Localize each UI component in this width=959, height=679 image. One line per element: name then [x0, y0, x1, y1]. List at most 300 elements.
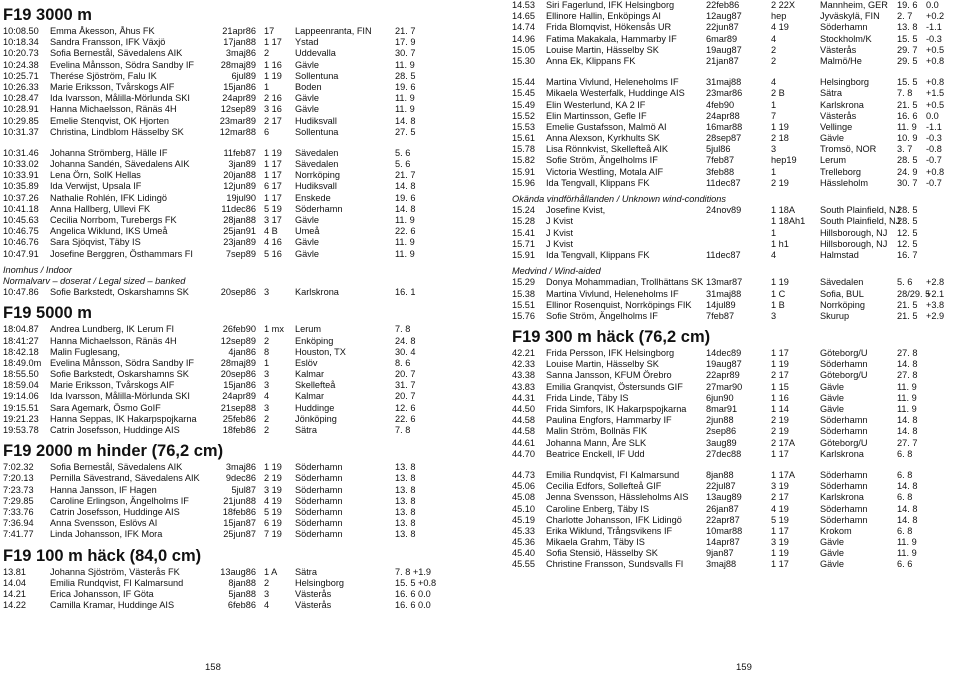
placing: 3	[264, 380, 270, 391]
result-time: 15.05	[512, 44, 535, 55]
birth-date: 27mar90	[706, 381, 743, 392]
birth-date: 24apr89	[222, 93, 256, 104]
event-date: 12. 6	[395, 402, 416, 413]
athlete-club: Hanna Michaelsson, Ränäs 4H	[50, 104, 177, 115]
result-row	[512, 526, 952, 537]
athlete-club: Louise Martin, Hässelby SK	[546, 44, 659, 55]
athlete-club: Josefine Berggren, Östhammars FI	[50, 248, 193, 259]
result-time: 15.82	[512, 155, 535, 166]
wind: -0.8	[926, 144, 942, 155]
venue: Trelleborg	[820, 166, 862, 177]
venue: Västerås	[820, 44, 857, 55]
placing: 1 17	[771, 559, 789, 570]
event-date: 5. 6	[395, 159, 411, 170]
placing: 1 17	[771, 348, 789, 359]
athlete-club: Sofie Barkstedt, Oskarshamns SK	[50, 287, 189, 298]
birth-date: 11dec87	[706, 249, 741, 260]
result-time: 45.36	[512, 537, 535, 548]
venue: Sofia, BUL	[820, 288, 864, 299]
event-date: 11. 9	[897, 404, 917, 414]
section-note: Okända vindförhållanden / Unknown wind-conditions	[512, 194, 726, 204]
athlete-club: Ida Tengvall, Klippans FK	[546, 177, 650, 188]
row-gap	[512, 67, 952, 77]
event-date: 11. 9	[395, 104, 415, 115]
birth-date: 25jan91	[223, 226, 256, 237]
result-row	[3, 48, 473, 59]
event-date: 6. 8	[897, 525, 913, 536]
athlete-club: J Kvist	[546, 216, 574, 227]
result-time: 43.83	[512, 381, 535, 392]
placing: 2	[264, 48, 270, 59]
birth-date: 23mar89	[219, 115, 256, 126]
birth-date: 26feb90	[222, 324, 256, 335]
result-time: 44.58	[512, 415, 535, 426]
event-date: 27. 8	[897, 370, 918, 381]
placing: 4	[771, 249, 777, 260]
venue: Jyväskylä, FIN	[820, 11, 880, 22]
placing: hep19	[771, 155, 797, 166]
event-date: 11. 9	[395, 93, 415, 104]
right-page-content	[512, 0, 952, 571]
placing: 1 18A	[771, 205, 796, 216]
event-date: 16. 6	[897, 110, 918, 121]
athlete-club: Catrin Josefsson, Huddinge AIS	[50, 425, 180, 435]
event-date: 22. 6	[395, 413, 416, 424]
birth-date: 22jun87	[706, 22, 739, 33]
athlete-club: Louise Martin, Hässelby SK	[546, 359, 659, 370]
result-row	[512, 144, 952, 155]
result-time: 18:55.50	[3, 369, 39, 380]
placing: 6	[264, 126, 270, 137]
event-date: 24. 9	[897, 166, 918, 177]
event-date: 29. 7	[897, 44, 918, 55]
result-row	[512, 393, 952, 404]
event-date: 15. 5 +0.8	[395, 577, 437, 588]
wind: -1.1	[926, 121, 942, 132]
venue: Mannheim, GER	[820, 0, 888, 10]
venue: Karlskrona	[295, 287, 339, 298]
athlete-club: Paulina Engfors, Hammarby IF	[546, 415, 672, 426]
birth-date: 12sep89	[220, 104, 256, 115]
placing: 4	[264, 600, 270, 611]
birth-date: 3feb88	[706, 166, 735, 177]
athlete-club: Frida Persson, IFK Helsingborg	[546, 348, 675, 359]
result-time: 15.76	[512, 310, 535, 321]
result-row	[3, 391, 473, 402]
venue: Söderhamn	[820, 503, 868, 514]
placing: 5 19	[771, 514, 789, 525]
birth-date: 27dec88	[706, 448, 742, 459]
result-row	[512, 45, 952, 56]
birth-date: 24nov89	[706, 205, 742, 216]
wind: -0.7	[926, 155, 942, 166]
result-time: 44.70	[512, 448, 535, 459]
placing: 1	[771, 99, 777, 110]
athlete-club: Charlotte Johansson, IFK Lidingö	[546, 514, 682, 525]
wind: +2.8	[926, 277, 945, 288]
placing: 2	[771, 55, 777, 66]
result-time: 45.08	[512, 492, 535, 503]
placing: 7 19	[264, 529, 282, 540]
placing: 4	[771, 77, 777, 88]
birth-date: 7sep89	[225, 248, 256, 259]
result-time: 15.24	[512, 205, 535, 216]
venue: Enskede	[295, 192, 331, 203]
athlete-club: Frida Linde, Täby IS	[546, 392, 629, 403]
result-time: 18:49.0m	[3, 357, 42, 368]
event-date: 11. 9	[395, 248, 415, 259]
placing: 1 17	[264, 170, 282, 181]
event-date: 17. 9	[395, 37, 416, 48]
result-time: 45.40	[512, 548, 535, 559]
result-time: 10:47.86	[3, 287, 39, 298]
result-time: 10:45.63	[3, 215, 39, 225]
event-date: 30. 7	[395, 48, 416, 59]
placing: 3	[264, 287, 270, 298]
athlete-club: Sofie Barkstedt, Oskarshamns SK	[50, 369, 189, 380]
venue: Tromsö, NOR	[820, 144, 877, 155]
placing: 1 18Ah1	[771, 216, 806, 227]
event-date: 3. 7	[897, 144, 913, 155]
athlete-club: Andrea Lundberg, IK Lerum FI	[50, 324, 175, 335]
athlete-club: J Kvist	[546, 238, 574, 249]
placing: 5 19	[264, 203, 282, 214]
result-row	[3, 324, 473, 335]
result-time: 10:41.18	[3, 203, 39, 214]
result-time: 13.81	[3, 566, 26, 577]
athlete-club: Ida Verwijst, Upsala IF	[50, 181, 142, 192]
event-date: 19. 6	[395, 192, 416, 203]
result-time: 45.55	[512, 559, 535, 570]
event-date: 15. 5	[897, 77, 918, 88]
event-date: 28. 5	[897, 205, 918, 216]
birth-date: 18feb86	[222, 506, 256, 517]
event-date: 11. 9	[395, 237, 415, 248]
athlete-club: Emelie Stenqvist, OK Hjorten	[50, 115, 169, 126]
result-row	[3, 369, 473, 380]
result-time: 10:20.73	[3, 48, 39, 59]
result-time: 15.61	[512, 133, 535, 144]
athlete-club: Sofia Stensiö, Hässelby SK	[546, 548, 658, 559]
venue: Söderhamn	[295, 462, 343, 473]
event-date: 7. 8	[897, 88, 913, 99]
event-date: 14. 8	[897, 514, 918, 525]
venue: Västerås	[295, 588, 332, 599]
venue: Västerås	[820, 110, 857, 121]
result-row	[512, 470, 952, 481]
birth-date: 28jan88	[223, 215, 256, 225]
result-time: 7:33.76	[3, 506, 34, 517]
result-time: 44.31	[512, 392, 535, 403]
result-time: 10:08.50	[3, 26, 39, 36]
venue: Karlskrona	[820, 492, 864, 503]
athlete-club: Camilla Kramar, Huddinge AIS	[50, 600, 175, 611]
athlete-club: Ellinore Hallin, Enköpings AI	[546, 11, 661, 22]
athlete-club: Sofia Bernestål, Sävedalens AIK	[50, 48, 183, 59]
birth-date: 31maj88	[706, 288, 742, 299]
wind: -0.7	[926, 177, 942, 188]
section-title: F19 3000 m	[3, 6, 92, 24]
result-row	[3, 148, 473, 159]
venue: Söderhamn	[820, 359, 868, 370]
venue: Halmstad	[820, 249, 859, 260]
result-row	[512, 515, 952, 526]
birth-date: 12sep89	[220, 335, 256, 346]
placing: 3 16	[264, 104, 282, 115]
athlete-club: Malin Ström, Bollnäs FIK	[546, 426, 648, 437]
birth-date: 20sep86	[220, 287, 256, 298]
result-time: 18:41:27	[3, 335, 39, 346]
athlete-club: Frida Simfors, IK Hakarpspojkarna	[546, 404, 687, 414]
placing: 1 17	[264, 37, 282, 48]
result-row	[512, 167, 952, 178]
result-row	[3, 26, 473, 37]
result-time: 10:31.46	[3, 147, 39, 158]
result-time: 15.29	[512, 277, 535, 288]
section-title: F19 100 m häck (84,0 cm)	[3, 546, 202, 565]
placing: 6 19	[264, 518, 282, 529]
athlete-club: Johanna Strömberg, Hälle IF	[50, 147, 168, 158]
result-row	[3, 215, 473, 226]
athlete-club: Beatrice Enckell, IF Udd	[546, 448, 645, 459]
result-time: 14.22	[3, 600, 26, 611]
placing: 1	[264, 357, 270, 368]
section-title: F19 2000 m hinder (76,2 cm)	[3, 442, 224, 461]
birth-date: 3maj86	[225, 462, 256, 473]
result-row	[512, 56, 952, 67]
result-time: 19:53.78	[3, 425, 39, 435]
left-page	[0, 0, 479, 679]
result-time: 44.50	[512, 404, 535, 414]
athlete-club: Ellinor Rosenquist, Norrköpings FIK	[546, 299, 692, 310]
placing: 2 17	[264, 115, 282, 126]
venue: Söderhamn	[295, 203, 343, 214]
venue: Gävle	[820, 548, 845, 559]
result-row	[512, 111, 952, 122]
venue: Lerum	[295, 324, 322, 335]
event-date: 13. 8	[395, 495, 416, 506]
event-date: 14. 8	[897, 503, 918, 514]
section-note: Normalvarv – doserat / Legal sized – banked	[3, 275, 186, 286]
birth-date: 5jul87	[231, 484, 256, 495]
venue: Skellefteå	[295, 380, 336, 391]
placing: hep	[771, 11, 787, 22]
birth-date: 15jan86	[223, 380, 256, 391]
result-time: 45.06	[512, 481, 535, 492]
result-row	[512, 559, 952, 570]
birth-date: 18feb86	[222, 425, 256, 435]
athlete-club: Sandra Fransson, IFK Växjö	[50, 37, 166, 48]
result-row	[512, 481, 952, 492]
birth-date: 10mar88	[706, 525, 743, 536]
event-date: 20. 7	[395, 369, 416, 380]
result-row	[512, 277, 952, 288]
venue: Gävle	[295, 104, 320, 115]
athlete-club: Siri Fagerlund, IFK Helsingborg	[546, 0, 675, 10]
result-time: 14.74	[512, 22, 535, 33]
venue: Sävedalen	[295, 147, 339, 158]
athlete-club: Malin Fuglesang,	[50, 346, 120, 357]
result-row	[512, 0, 952, 11]
result-time: 10:35.89	[3, 181, 39, 192]
birth-date: 23mar86	[706, 88, 743, 99]
section-title: F19 300 m häck (76,2 cm)	[512, 328, 711, 347]
placing: 2 17	[771, 492, 789, 503]
birth-date: 8jan88	[706, 469, 734, 480]
result-row	[3, 425, 473, 436]
result-time: 10:24.38	[3, 59, 39, 70]
event-date: 16. 6 0.0	[395, 588, 431, 599]
placing: 2	[264, 577, 270, 588]
birth-date: 13aug86	[220, 566, 256, 577]
result-row	[512, 122, 952, 133]
result-time: 10:31.37	[3, 126, 39, 137]
birth-date: 22apr87	[706, 514, 740, 525]
venue: Hudiksvall	[295, 115, 337, 126]
event-date: 12. 5	[897, 238, 918, 249]
venue: Enköping	[295, 335, 334, 346]
athlete-club: Anna Hallberg, Ullevi FK	[50, 203, 151, 214]
result-time: 45.33	[512, 525, 535, 536]
wind: +3.8	[926, 299, 945, 310]
result-row	[512, 504, 952, 515]
event-date: 29. 5	[897, 55, 918, 66]
venue: Göteborg/U	[820, 348, 868, 359]
athlete-club: Caroline Enberg, Täby IS	[546, 503, 649, 514]
result-time: 10:46.76	[3, 237, 39, 248]
event-date: 6. 8	[897, 469, 913, 480]
birth-date: 13mar87	[706, 277, 743, 288]
placing: 4 19	[264, 495, 282, 506]
result-time: 44.73	[512, 469, 535, 480]
venue: Söderhamn	[820, 415, 868, 426]
wind: +0.5	[926, 99, 945, 110]
placing: 2	[264, 425, 270, 435]
result-row	[3, 473, 473, 484]
birth-date: 25jun87	[223, 529, 256, 540]
event-date: 31. 7	[395, 380, 416, 391]
event-date: 13. 8	[395, 462, 416, 473]
result-row	[3, 496, 473, 507]
birth-date: 14apr87	[706, 537, 740, 548]
result-row	[3, 485, 473, 496]
event-date: 14. 8	[897, 426, 918, 437]
venue: Västerås	[295, 600, 332, 611]
wind: -1.1	[926, 22, 942, 33]
event-date: 21. 5	[897, 310, 918, 321]
birth-date: 24apr88	[706, 110, 740, 121]
venue: Ystad	[295, 37, 319, 48]
result-time: 7:36.94	[3, 518, 34, 529]
event-date: 28/29. 5	[897, 288, 931, 299]
result-time: 15.45	[512, 88, 535, 99]
placing: 2 17	[771, 370, 789, 381]
result-row	[512, 404, 952, 415]
birth-date: 28maj89	[220, 59, 256, 70]
athlete-club: Emilia Rundqvist, FI Kalmarsund	[546, 469, 680, 480]
placing: 1 19	[264, 70, 282, 81]
venue: Norrköping	[295, 170, 340, 181]
result-time: 18:04.87	[3, 324, 39, 335]
venue: Sävedalen	[820, 277, 864, 288]
venue: Umeå	[295, 226, 320, 237]
result-row	[3, 600, 473, 611]
athlete-club: Elin Martinsson, Gefle IF	[546, 110, 647, 121]
event-date: 14. 8	[897, 359, 918, 370]
placing: 1	[771, 166, 777, 177]
birth-date: 22jul87	[706, 481, 736, 492]
event-date: 24. 8	[395, 335, 416, 346]
event-date: 13. 8	[897, 22, 918, 33]
placing: 7	[771, 110, 777, 121]
event-date: 7. 8	[395, 324, 411, 335]
venue: Sollentuna	[295, 70, 339, 81]
event-date: 11. 9	[897, 381, 917, 392]
placing: 2 18	[771, 133, 789, 144]
venue: Gävle	[295, 248, 320, 259]
result-row	[512, 348, 952, 359]
placing: 1 17	[771, 525, 789, 536]
athlete-club: Sanna Jansson, KFUM Örebro	[546, 370, 672, 381]
result-time: 15.49	[512, 99, 535, 110]
result-row	[3, 93, 473, 104]
birth-date: 15jan87	[223, 518, 256, 529]
placing: 2 19	[771, 426, 789, 437]
athlete-club: Lena Örn, SolK Hellas	[50, 170, 141, 181]
result-time: 15.96	[512, 177, 535, 188]
birth-date: 6jun90	[706, 392, 734, 403]
birth-date: 19aug87	[706, 44, 742, 55]
athlete-club: Victoria Westling, Motala AIF	[546, 166, 664, 177]
result-time: 42.21	[512, 348, 535, 359]
event-date: 13. 8	[395, 484, 416, 495]
venue: Söderhamn	[820, 469, 868, 480]
placing: 5 16	[264, 248, 282, 259]
event-date: 8. 6	[395, 357, 411, 368]
result-time: 14.65	[512, 11, 535, 22]
event-date: 5. 6	[897, 277, 913, 288]
placing: 1 17	[264, 192, 282, 203]
result-row	[3, 529, 473, 540]
birth-date: 11dec87	[706, 177, 741, 188]
result-time: 14.04	[3, 577, 26, 588]
event-date: 22. 6	[395, 226, 416, 237]
event-date: 30. 4	[395, 346, 416, 357]
result-time: 10:28.91	[3, 104, 39, 115]
event-date: 11. 9	[897, 392, 917, 403]
athlete-club: Christina, Lindblom Hässelby SK	[50, 126, 184, 137]
athlete-club: Hanna Michaelsson, Ränäs 4H	[50, 335, 177, 346]
venue: Söderhamn	[820, 514, 868, 525]
result-row	[512, 289, 952, 300]
placing: 1	[771, 227, 777, 238]
placing: 1 A	[264, 566, 278, 577]
birth-date: 14dec89	[706, 348, 742, 359]
result-row	[3, 347, 473, 358]
venue: Söderhamn	[295, 518, 343, 529]
athlete-club: Sara Agemark, Ösmo GoIF	[50, 402, 161, 413]
placing: 8	[264, 346, 270, 357]
result-time: 10:33.91	[3, 170, 39, 181]
event-date: 13. 8	[395, 473, 416, 484]
result-row	[3, 358, 473, 369]
placing: 2	[264, 413, 270, 424]
result-time: 18:59.04	[3, 380, 39, 391]
result-row	[512, 155, 952, 166]
result-row	[512, 311, 952, 322]
event-date: 21. 7	[395, 26, 416, 36]
result-time: 14.53	[512, 0, 535, 10]
